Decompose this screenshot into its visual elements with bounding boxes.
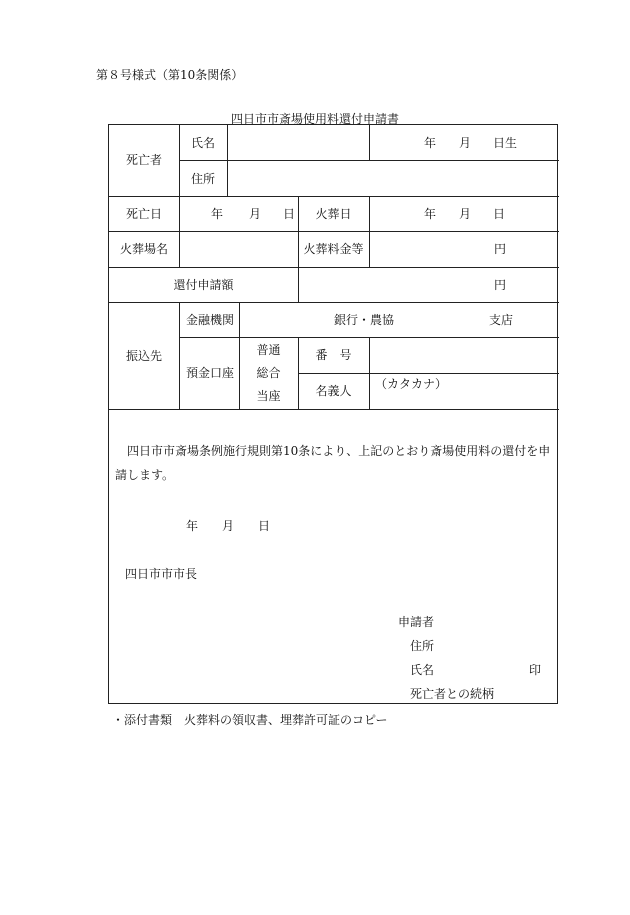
row-divider <box>109 231 559 232</box>
application-form <box>108 124 558 704</box>
cremation-date-label: 火葬日 <box>315 207 352 221</box>
col-divider <box>369 196 370 267</box>
application-month: 月 <box>222 519 235 533</box>
addressee: 四日市市市長 <box>125 567 198 581</box>
name-label: 氏名 <box>191 136 216 150</box>
death-date-label: 死亡日 <box>125 207 162 221</box>
birth-year: 年 <box>424 136 437 150</box>
application-statement: 四日市市斎場条例施行規則第10条により、上記のとおり斎場使用料の還付を申請します。 <box>115 444 551 482</box>
bank-types: 銀行・農協 <box>334 313 395 327</box>
col-divider <box>179 302 180 409</box>
attachment-note: ・添付書類 火葬料の領収書、埋葬許可証のコピー <box>112 713 388 727</box>
death-month: 月 <box>249 207 262 221</box>
katakana-note: （カタカナ） <box>375 377 448 391</box>
col-divider <box>179 125 180 196</box>
application-year: 年 <box>186 519 199 533</box>
bank-label: 金融機関 <box>186 313 235 327</box>
row-divider <box>109 196 559 197</box>
fee-unit: 円 <box>494 242 507 256</box>
applicant-name-label: 氏名 <box>410 663 435 677</box>
refund-label: 還付申請額 <box>173 278 234 292</box>
row-divider <box>298 373 559 374</box>
relation-label: 死亡者との続柄 <box>410 687 495 701</box>
form-number: 第８号様式（第10条関係） <box>96 68 244 82</box>
row-divider <box>109 267 559 268</box>
death-day: 日 <box>283 207 296 221</box>
address-label: 住所 <box>191 172 216 186</box>
transfer-label: 振込先 <box>125 349 162 363</box>
fee-label: 火葬料金等 <box>303 242 364 256</box>
seal-mark: 印 <box>529 663 542 677</box>
applicant-label: 申請者 <box>398 615 435 629</box>
deposit-label: 預金口座 <box>186 366 235 380</box>
col-divider <box>369 125 370 160</box>
cremation-day: 日 <box>493 207 506 221</box>
account-type-ordinary: 普通 <box>256 343 281 357</box>
refund-unit: 円 <box>494 278 507 292</box>
row-divider <box>109 302 559 303</box>
cremation-year: 年 <box>424 207 437 221</box>
col-divider <box>227 125 228 196</box>
row-divider <box>179 160 559 161</box>
form-title: 四日市市斎場使用料還付申請書 <box>230 112 399 126</box>
account-holder-label: 名義人 <box>315 384 352 398</box>
deceased-label: 死亡者 <box>125 153 162 167</box>
account-number-label: 番 号 <box>315 348 352 362</box>
branch-label: 支店 <box>489 313 514 327</box>
cremation-month: 月 <box>459 207 472 221</box>
death-year: 年 <box>211 207 224 221</box>
applicant-address-label: 住所 <box>410 639 435 653</box>
col-divider <box>179 196 180 267</box>
col-divider <box>369 337 370 409</box>
crematorium-label: 火葬場名 <box>119 242 168 256</box>
application-day: 日 <box>258 519 271 533</box>
row-divider <box>109 409 559 410</box>
account-type-checking: 当座 <box>256 389 281 403</box>
birth-month: 月 <box>459 136 472 150</box>
birth-day: 日生 <box>493 136 518 150</box>
account-type-general: 総合 <box>256 366 281 380</box>
